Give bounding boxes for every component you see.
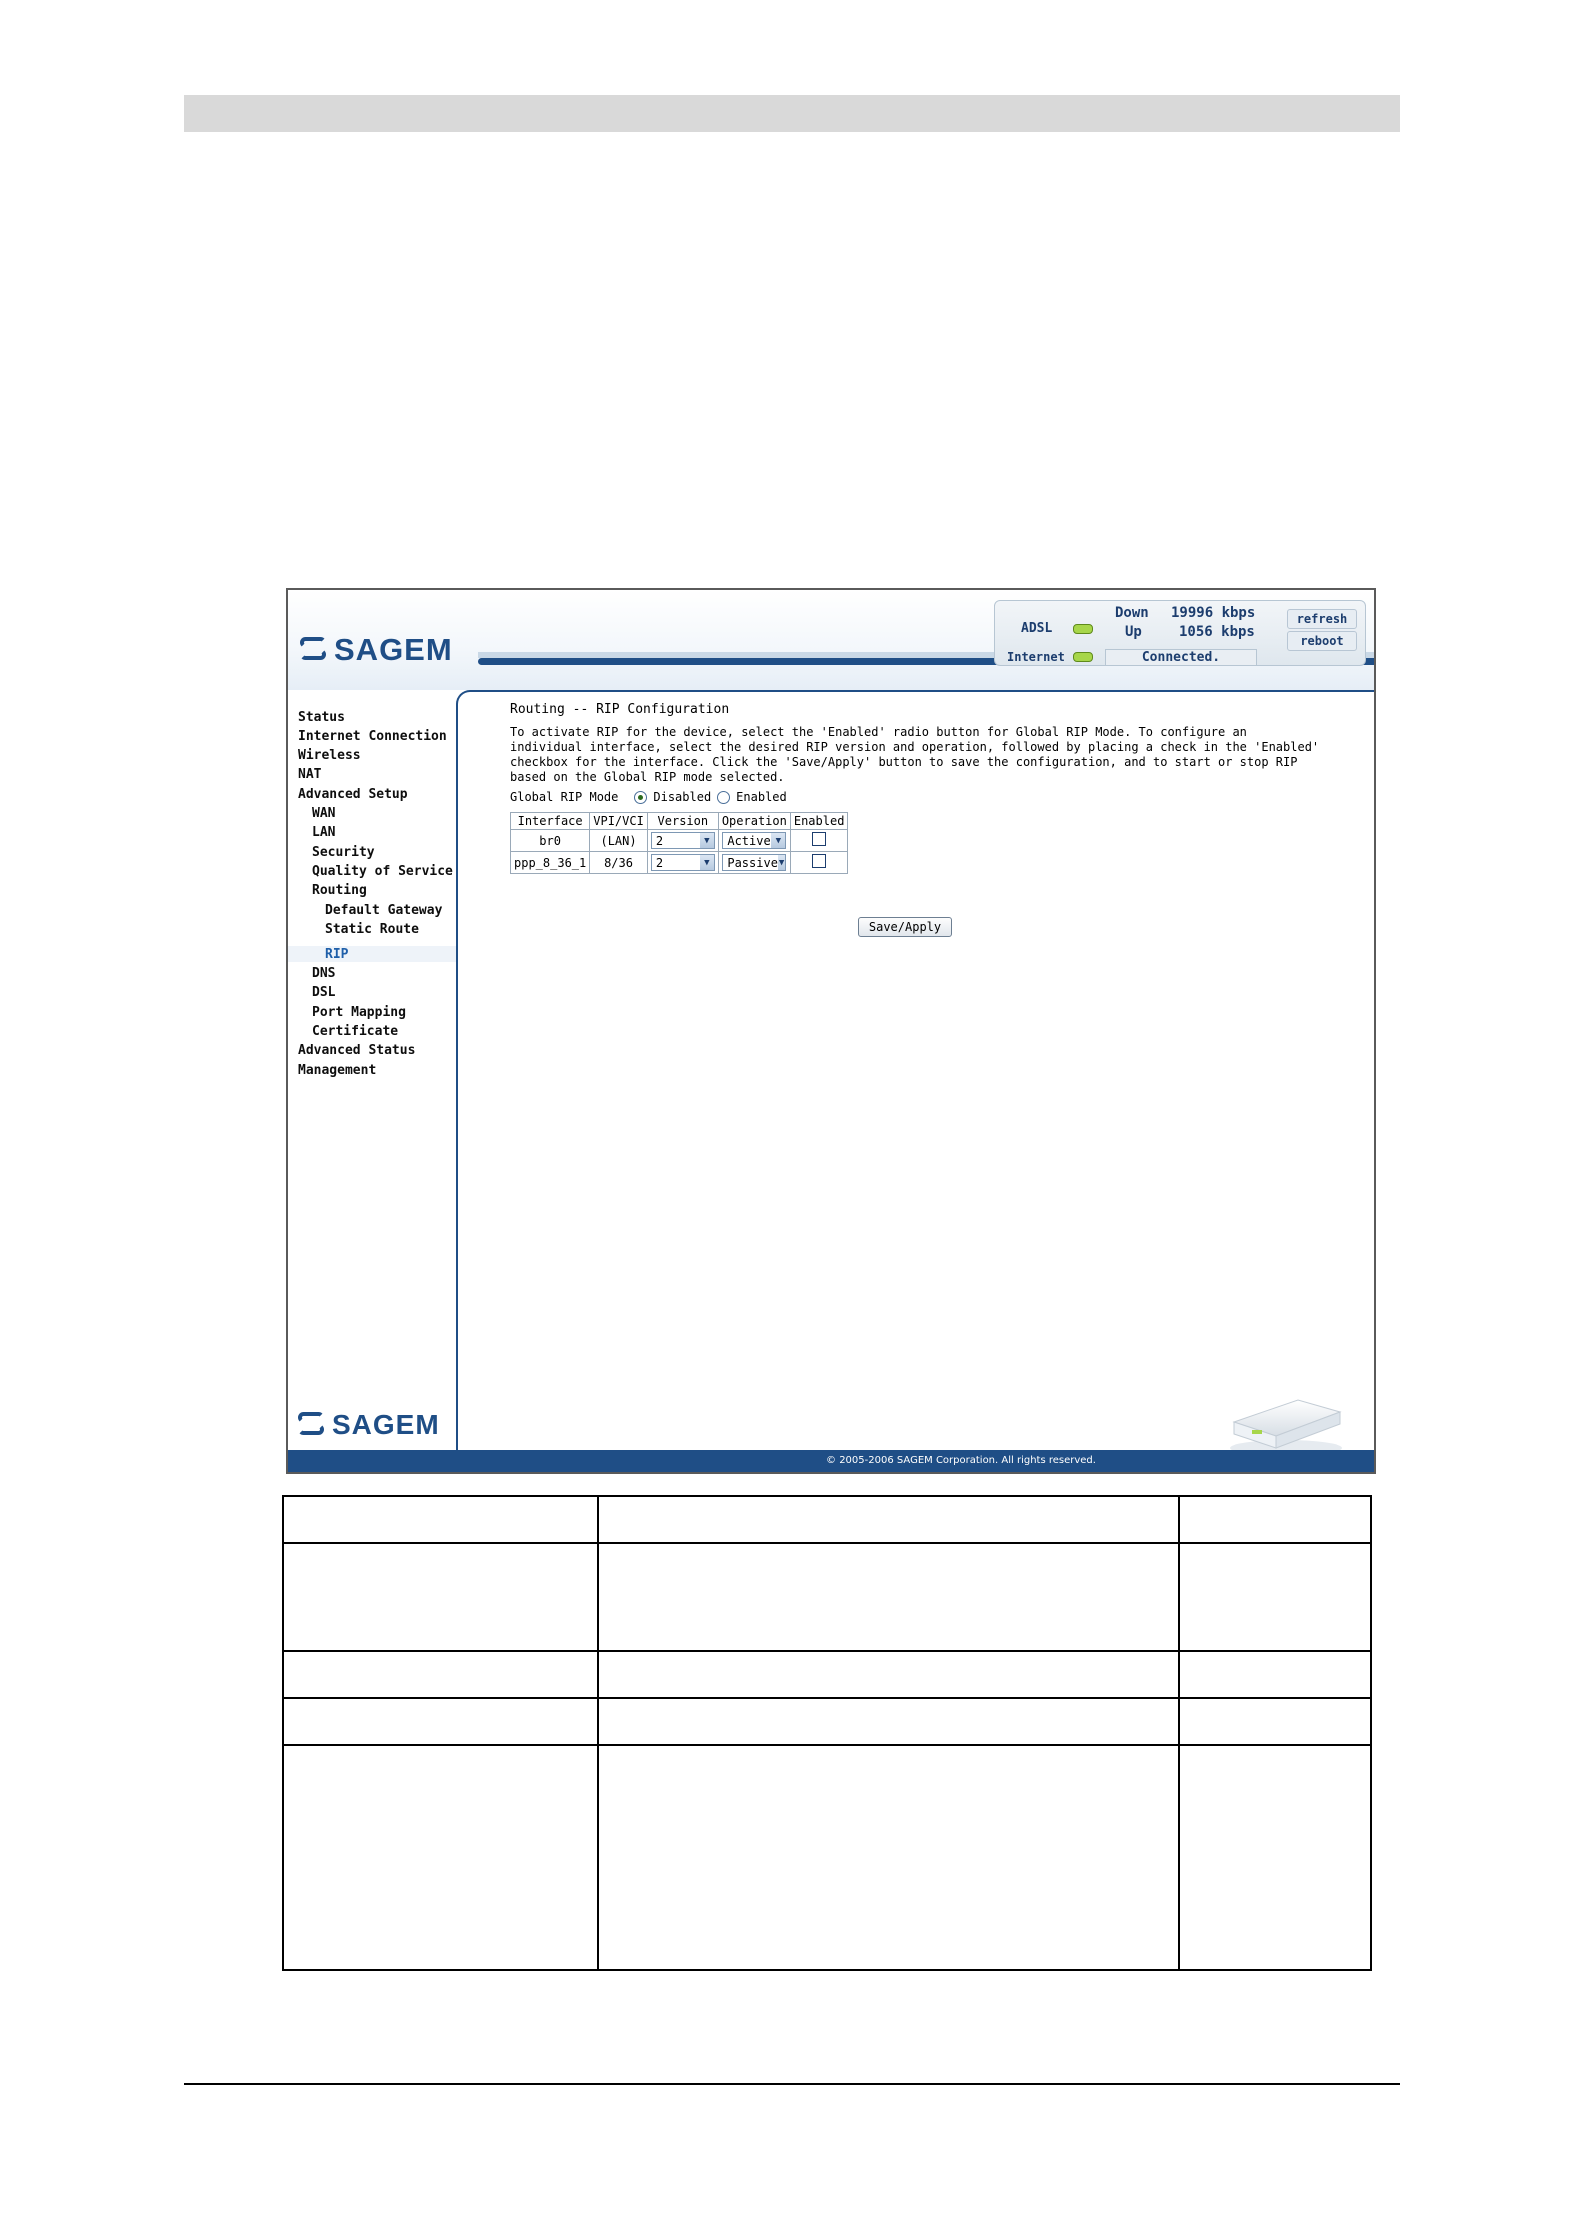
sidebar-item-dsl[interactable]: DSL	[312, 985, 336, 1000]
table-row	[511, 830, 848, 852]
up-label: Up	[1125, 624, 1142, 640]
sidebar-sagem-logo-text: SAGEM	[332, 1409, 440, 1440]
enabled-cell	[790, 830, 848, 852]
sidebar-item-status[interactable]: Status	[298, 710, 345, 725]
disabled-radio-label: Disabled	[653, 790, 712, 804]
sidebar-item-wireless[interactable]: Wireless	[298, 748, 361, 763]
sidebar-item-quality-of-service[interactable]: Quality of Service	[312, 864, 453, 879]
sidebar-item-internet-connection[interactable]: Internet Connection	[298, 729, 447, 744]
page-title: Routing -- RIP Configuration	[510, 702, 730, 717]
router-web-ui-screenshot	[286, 588, 1376, 1474]
disabled-radio[interactable]	[634, 791, 647, 804]
column-header-vpi-vci: VPI/VCI	[590, 813, 648, 830]
sidebar-item-nat[interactable]: NAT	[298, 767, 322, 782]
chevron-down-icon: ▼	[700, 855, 714, 870]
column-header-enabled: Enabled	[790, 813, 848, 830]
version-cell	[647, 852, 718, 874]
enabled-checkbox[interactable]	[812, 832, 826, 846]
top-banner	[288, 590, 1374, 690]
sidebar-item-dns[interactable]: DNS	[312, 966, 336, 981]
rip-interface-table	[510, 812, 848, 874]
table-row-divider	[284, 1744, 1370, 1746]
sidebar-item-security[interactable]: Security	[312, 845, 375, 860]
global-rip-mode-label: Global RIP Mode	[510, 790, 619, 804]
sidebar-active-highlight	[288, 946, 456, 962]
version-cell	[647, 830, 718, 852]
sagem-logo-text: SAGEM	[334, 632, 453, 667]
connection-status: Connected.	[1105, 649, 1257, 666]
sidebar-sagem-logo	[296, 1409, 440, 1441]
table-row-divider	[284, 1697, 1370, 1699]
table-column-divider	[1178, 1497, 1180, 1969]
sidebar-item-rip[interactable]: RIP	[325, 947, 349, 962]
main-content	[456, 690, 1376, 1452]
refresh-button[interactable]: refresh	[1287, 609, 1357, 629]
sidebar-item-lan[interactable]: LAN	[312, 825, 336, 840]
operation-cell	[718, 852, 790, 874]
sidebar-item-advanced-setup[interactable]: Advanced Setup	[298, 787, 408, 802]
interface-cell: ppp_8_36_1	[511, 852, 590, 874]
chevron-down-icon: ▼	[700, 833, 714, 848]
enabled-checkbox[interactable]	[812, 854, 826, 868]
column-header-interface: Interface	[511, 813, 590, 830]
version-select[interactable]	[651, 832, 715, 849]
chevron-down-icon: ▼	[771, 833, 785, 848]
version-select[interactable]	[651, 854, 715, 871]
operation-select[interactable]	[722, 832, 786, 849]
enabled-cell	[790, 852, 848, 874]
vpi-vci-cell: (LAN)	[590, 830, 648, 852]
table-row-divider	[284, 1650, 1370, 1652]
operation-value: Passive	[727, 855, 778, 870]
chevron-down-icon: ▼	[778, 855, 785, 870]
document-table	[282, 1495, 1372, 1971]
sidebar-item-port-mapping[interactable]: Port Mapping	[312, 1005, 406, 1020]
copyright-text: © 2005-2006 SAGEM Corporation. All rights reserved.	[826, 1455, 1096, 1466]
page-description: To activate RIP for the device, select the 'Enabled' radio button for Global RIP Mode. To configure an individual interface, select the desired RIP version and operation, followed by placing a check in the 'Enabled' checkbox for the interface. Click the 'Save/Apply' button to save the configuration, and to start or stop RIP based on the Global RIP mode selected.	[510, 725, 1320, 784]
interface-cell: br0	[511, 830, 590, 852]
down-label: Down	[1115, 605, 1149, 621]
internet-label: Internet	[1007, 650, 1065, 664]
operation-value: Active	[727, 833, 771, 848]
sidebar-item-routing[interactable]: Routing	[312, 883, 367, 898]
sagem-logo	[298, 632, 453, 668]
global-rip-mode-row	[510, 790, 787, 804]
version-value: 2	[655, 855, 664, 870]
table-header-row	[511, 813, 848, 830]
sidebar-item-certificate[interactable]: Certificate	[312, 1024, 399, 1039]
adsl-label: ADSL	[1021, 621, 1053, 636]
operation-select[interactable]	[722, 854, 786, 871]
sidebar-item-wan[interactable]: WAN	[312, 806, 336, 821]
operation-cell	[718, 830, 790, 852]
adsl-led-icon	[1073, 624, 1093, 634]
table-row-divider	[284, 1542, 1370, 1544]
document-header-bar	[184, 95, 1400, 132]
enabled-radio-label: Enabled	[736, 790, 787, 804]
sidebar-item-static-route[interactable]: Static Route	[325, 922, 419, 937]
up-rate: 1056 kbps	[1179, 624, 1255, 640]
sidebar-item-default-gateway[interactable]: Default Gateway	[325, 903, 443, 918]
internet-led-icon	[1073, 652, 1093, 662]
sidebar-nav	[288, 690, 456, 1450]
sagem-logo-icon	[298, 637, 328, 663]
table-row	[511, 852, 848, 874]
sidebar-item-management[interactable]: Management	[298, 1063, 377, 1078]
down-rate: 19996 kbps	[1171, 605, 1256, 621]
enabled-radio[interactable]	[717, 791, 730, 804]
column-header-version: Version	[647, 813, 718, 830]
save-apply-button[interactable]: Save/Apply	[858, 917, 952, 937]
table-column-divider	[597, 1497, 599, 1969]
copyright-footer	[288, 1450, 1374, 1472]
sidebar-sagem-logo-icon	[296, 1412, 326, 1438]
sidebar-item-advanced-status[interactable]: Advanced Status	[298, 1043, 416, 1058]
column-header-operation: Operation	[718, 813, 790, 830]
version-value: 2	[655, 833, 664, 848]
reboot-button[interactable]: reboot	[1287, 631, 1357, 651]
vpi-vci-cell: 8/36	[590, 852, 648, 874]
document-footer-line	[184, 2083, 1400, 2085]
connection-status-panel	[994, 600, 1366, 666]
